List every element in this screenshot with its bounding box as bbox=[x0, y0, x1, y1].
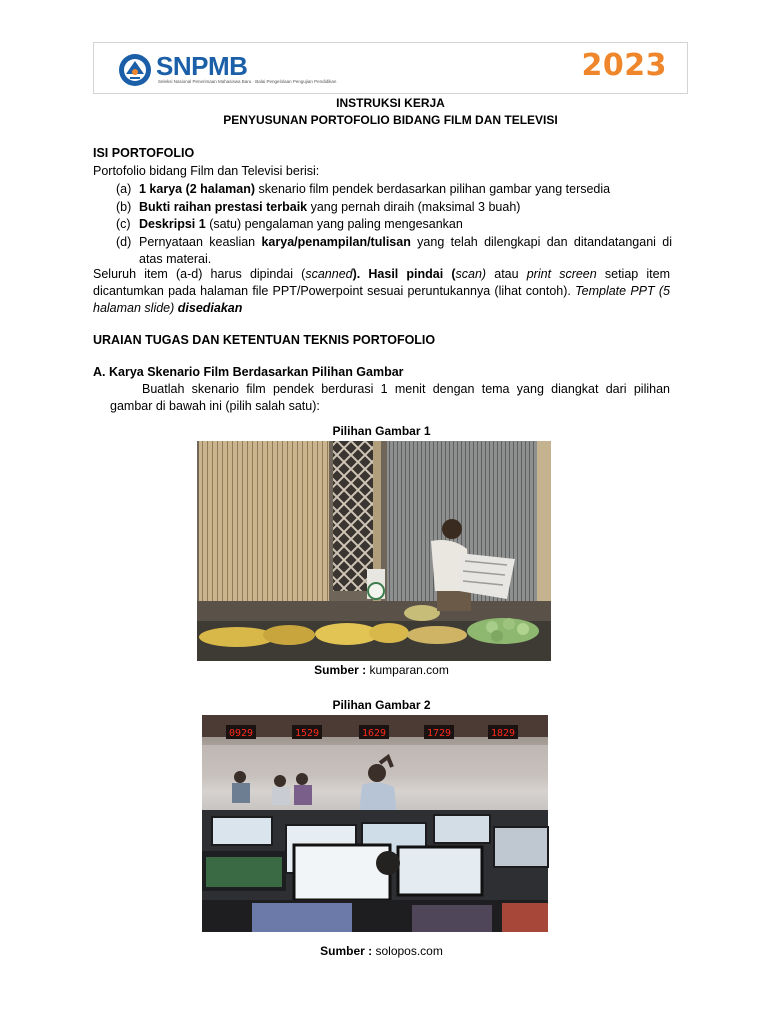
clock-display: 1629 bbox=[361, 728, 387, 739]
source-label: Sumber : bbox=[314, 663, 370, 677]
list-item-bold: karya/penampilan/tulisan bbox=[261, 235, 411, 249]
section-a-text: Buatlah skenario film pendek berdurasi 1 menit dengan tema yang diangkat dari pilihan gambar di bawah ini (pilih salah satu): bbox=[110, 382, 670, 413]
list-item bbox=[139, 234, 672, 268]
list-item-label: (b) bbox=[116, 200, 132, 214]
image-source-2 bbox=[93, 944, 670, 958]
photo-pilihan-gambar-2 bbox=[202, 715, 548, 932]
clock-display: 1829 bbox=[490, 728, 516, 739]
list-item-text: yang telah dilengkapi dan ditandatangani di atas materai. bbox=[139, 235, 672, 266]
source-label: Sumber : bbox=[320, 944, 376, 958]
list-item bbox=[139, 181, 672, 198]
document-header bbox=[93, 42, 688, 94]
list-item-label: (a) bbox=[116, 182, 132, 196]
section-heading-isi: ISI PORTOFOLIO bbox=[93, 146, 195, 160]
section-heading-uraian: URAIAN TUGAS DAN KETENTUAN TEKNIS PORTOFOLIO bbox=[93, 333, 436, 347]
para-text-italic: print screen bbox=[526, 267, 597, 281]
clock-display: 0929 bbox=[228, 728, 254, 739]
para-text-bold: ). Hasil pindai ( bbox=[352, 267, 456, 281]
isi-intro: Portofolio bidang Film dan Televisi berisi: bbox=[93, 164, 320, 178]
image-caption-2: Pilihan Gambar 2 bbox=[332, 698, 431, 712]
trading-room-photo bbox=[202, 715, 548, 932]
para-text-italic: scan) bbox=[455, 267, 487, 281]
para-text: atau bbox=[486, 267, 527, 281]
list-item bbox=[139, 216, 672, 233]
para-text-italic: scanned bbox=[305, 267, 353, 281]
para-text: Seluruh item (a-d) harus dipindai ( bbox=[93, 267, 306, 281]
snpmb-logo bbox=[116, 50, 337, 90]
isi-paragraph bbox=[93, 266, 670, 317]
source-name: kumparan.com bbox=[369, 663, 449, 677]
photo-pilihan-gambar-1 bbox=[197, 441, 551, 661]
image-source-1 bbox=[93, 663, 670, 677]
logo-subtitle: Seleksi Nasional Penerimaan Mahasiswa Baru · Balai Pengelolaan Pengujian Pendidikan bbox=[158, 79, 337, 84]
snpmb-emblem-icon bbox=[116, 52, 154, 88]
section-a-heading: A. Karya Skenario Film Berdasarkan Pilihan Gambar bbox=[93, 365, 404, 379]
logo-text: SNPMB bbox=[156, 51, 248, 81]
list-item-bold: 1 karya (2 halaman) bbox=[139, 182, 256, 196]
list-item-text: Pernyataan keaslian bbox=[139, 235, 262, 249]
list-item-label: (c) bbox=[116, 217, 131, 231]
image-caption-1: Pilihan Gambar 1 bbox=[332, 424, 431, 438]
para-text-bold-italic: disediakan bbox=[177, 301, 243, 315]
list-item-text: (satu) pengalaman yang paling mengesankan bbox=[205, 217, 463, 231]
source-name: solopos.com bbox=[375, 944, 443, 958]
doc-title-line1: INSTRUKSI KERJA bbox=[336, 96, 445, 110]
clock-display: 1529 bbox=[294, 728, 320, 739]
list-item-label: (d) bbox=[116, 235, 132, 249]
list-item-text: yang pernah diraih (maksimal 3 buah) bbox=[307, 200, 521, 214]
list-item-text: skenario film pendek berdasarkan pilihan gambar yang tersedia bbox=[255, 182, 611, 196]
para-text-italic: Template PPT (5 halaman slide) bbox=[93, 284, 670, 315]
doc-title-line2: PENYUSUNAN PORTOFOLIO BIDANG FILM DAN TELEVISI bbox=[223, 113, 558, 127]
header-year: 2023 bbox=[581, 48, 667, 83]
list-item-bold: Bukti raihan prestasi terbaik bbox=[139, 200, 308, 214]
para-text: setiap item dicantumkan pada halaman file PPT/Powerpoint sesuai peruntukannya (lihat contoh). bbox=[93, 267, 670, 298]
street-vendor-photo bbox=[197, 441, 551, 661]
list-item-bold: Deskripsi 1 bbox=[139, 217, 206, 231]
clock-display: 1729 bbox=[426, 728, 452, 739]
list-item bbox=[139, 199, 672, 216]
